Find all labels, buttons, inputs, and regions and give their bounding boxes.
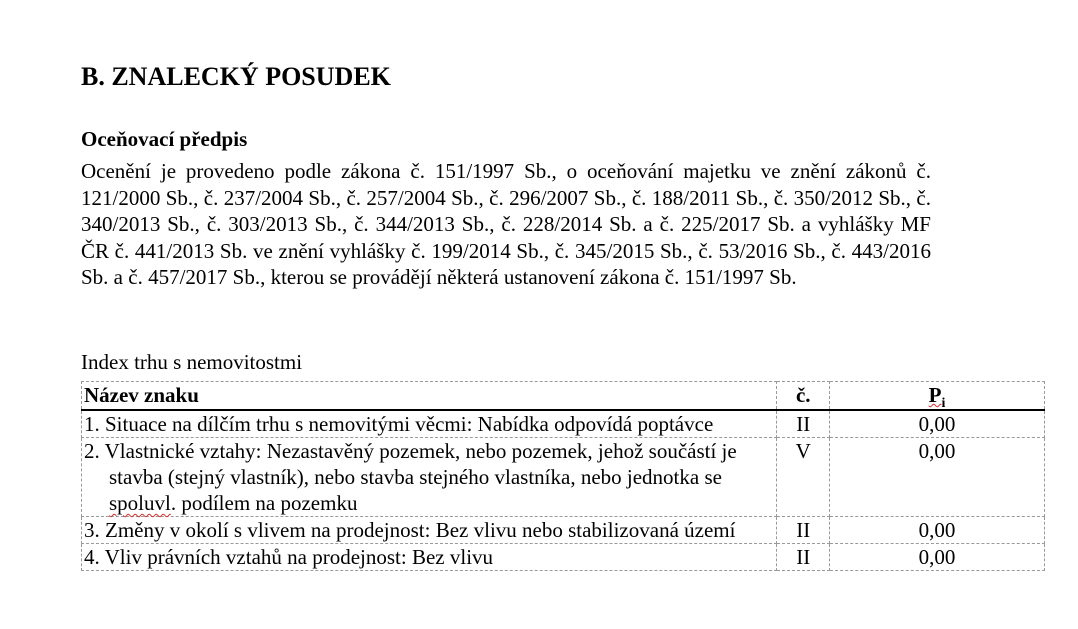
valuation-regulation-paragraph: Ocenění je provedeno podle zákona č. 151/1997 Sb., o oceňování majetku ve znění zákonů č. 121/2000 Sb., č. 237/2004 Sb., č. 257/2004 Sb., č. 296/2007 Sb., č. 188/2011 Sb., č. 350/2012 Sb., č. 340/2013 Sb., č. 303/2013 Sb., č. 344/2013 Sb., č. 228/2014 Sb. a č. 225/2017 Sb. a vyhlášky MF ČR č. 441/2013 Sb. ve znění vyhlášky č. 199/2014 Sb., č. 345/2015 Sb., č. 53/2016 Sb., č. 443/2016 Sb. a č. 457/2017 Sb., kterou se provádějí některá ustanovení zákona č. 151/1997 Sb. [81,159,931,290]
row-pi-value: 0,00 [830,410,1045,438]
row-feature-name-part: 2. Vlastnické vztahy: Nezastavěný pozemek, nebo pozemek, jehož součástí je stavba (stejný vlastník), nebo stavba stejného vlastníka, nebo jednotka se [84,439,737,489]
row-pi-value: 0,00 [830,438,1045,517]
row-feature-name: 4. Vliv právních vztahů na prodejnost: Bez vlivu [82,544,777,571]
row-feature-name [82,438,777,517]
document-title: B. ZNALECKÝ POSUDEK [81,62,391,91]
table-row [82,544,1045,571]
table-header-row [82,382,1045,411]
header-pi [830,382,1045,411]
table-row [82,438,1045,517]
row-number: II [777,517,830,544]
row-pi-value: 0,00 [830,517,1045,544]
row-pi-value: 0,00 [830,544,1045,571]
header-pi-label [928,383,946,412]
header-pi-sub: i [941,396,946,412]
row-feature-name: 1. Situace na dílčím trhu s nemovitými věcmi: Nabídka odpovídá poptávce [82,410,777,438]
section-heading: Oceňovací předpis [81,127,248,151]
market-index-table [81,381,1045,571]
table-caption: Index trhu s nemovitostmi [81,350,303,374]
row-number: II [777,410,830,438]
table-row [82,410,1045,438]
row-number: II [777,544,830,571]
spellcheck-marked-word[interactable]: spoluvl [109,491,171,515]
row-number: V [777,438,830,517]
header-feature-name: Název znaku [82,382,777,411]
row-feature-name-part: . podílem na pozemku [170,491,358,515]
header-number: č. [777,382,830,411]
row-feature-name: 3. Změny v okolí s vlivem na prodejnost: Bez vlivu nebo stabilizovaná území [82,517,777,544]
header-pi-main: P [928,383,942,407]
table-row [82,517,1045,544]
